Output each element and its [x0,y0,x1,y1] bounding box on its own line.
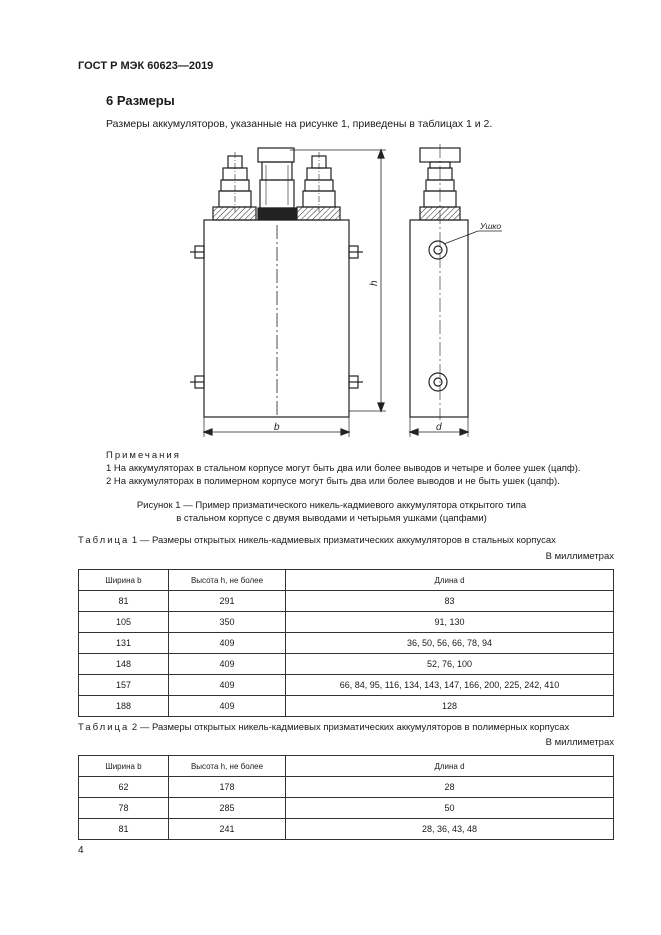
section-intro: Размеры аккумуляторов, указанные на рисунке 1, приведены в таблицах 1 и 2. [106,118,493,130]
cell: 178 [169,777,286,798]
cell: 128 [286,696,614,717]
table-header-row [79,570,614,591]
cell: 131 [79,633,169,654]
note-item: 1 На аккумуляторах в стальном корпусе могут быть два или более выводов и четыре и более ушек (цапф). [106,463,581,474]
table2 [78,755,614,840]
cell: 66, 84, 95, 116, 134, 143, 147, 166, 200, 225, 242, 410 [286,675,614,696]
caption-line: в стальном корпусе с двумя выводами и четырьмя ушками (цапфами) [176,513,487,524]
table2-title [78,722,618,733]
header-cell: Длина d [286,570,614,591]
table1-title [78,535,618,546]
cell: 62 [79,777,169,798]
header-cell: Высота h, не более [169,570,286,591]
table-row [79,591,614,612]
table-row [79,612,614,633]
document-header: ГОСТ Р МЭК 60623—2019 [78,60,214,72]
cell: 188 [79,696,169,717]
table1-lead: Таблица [78,535,130,546]
cell: 36, 50, 56, 66, 78, 94 [286,633,614,654]
cell: 28 [286,777,614,798]
header-cell: Высота h, не более [169,756,286,777]
cell: 28, 36, 43, 48 [286,819,614,840]
table-row [79,696,614,717]
cell: 409 [169,633,286,654]
cell: 409 [169,654,286,675]
header-cell: Длина d [286,756,614,777]
header-cell: Ширина b [79,756,169,777]
table-row [79,654,614,675]
table-row [79,798,614,819]
vent-cap [258,148,294,162]
cell: 409 [169,675,286,696]
cell: 105 [79,612,169,633]
cell: 350 [169,612,286,633]
page-number: 4 [78,845,84,856]
cell: 83 [286,591,614,612]
table-header-row [79,756,614,777]
note-item: 2 На аккумуляторах в полимерном корпусе могут быть два или более выводов и не быть ушек (цапф). [106,476,560,487]
label-d: d [436,422,442,433]
caption-line: Рисунок 1 — Пример призматического никель-кадмиевого аккумулятора открытого типа [136,500,527,511]
cell: 157 [79,675,169,696]
cell: 148 [79,654,169,675]
table-row [79,675,614,696]
table-row [79,777,614,798]
cell: 78 [79,798,169,819]
table-row [79,819,614,840]
side-lug-bottom [429,373,447,391]
header-cell: Ширина b [79,570,169,591]
section-title: 6 Размеры [106,93,175,108]
cell: 81 [79,591,169,612]
front-body [204,220,349,417]
cell: 91, 130 [286,612,614,633]
table1-units: В миллиметрах [545,551,614,562]
table2-lead: Таблица [78,722,130,733]
battery-drawing [180,140,520,440]
table-row [79,633,614,654]
cell: 52, 76, 100 [286,654,614,675]
table2-title-text: 2 — Размеры открытых никель-кадмиевых призматических аккумуляторов в полимерных корпусах [131,722,570,733]
cell: 81 [79,819,169,840]
table1-title-text: 1 — Размеры открытых никель-кадмиевых призматических аккумуляторов в стальных корпусах [131,535,556,546]
label-h: h [369,280,380,286]
cell: 291 [169,591,286,612]
front-lugs [190,246,363,388]
side-body [410,220,468,417]
notes-heading: Примечания [106,450,181,461]
cell: 50 [286,798,614,819]
label-b: b [274,422,280,433]
table1 [78,569,614,717]
table2-units: В миллиметрах [545,737,614,748]
cell: 285 [169,798,286,819]
right-terminal-base [297,207,340,220]
label-lug: Ушко [480,221,502,231]
figure-caption [78,499,585,525]
cell: 241 [169,819,286,840]
cell: 409 [169,696,286,717]
figure-notes [106,449,581,488]
left-terminal-base [213,207,256,220]
